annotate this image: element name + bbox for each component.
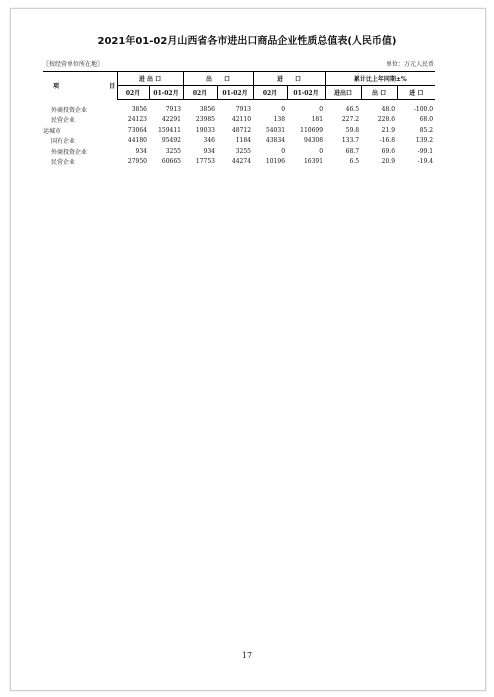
table-cell: 46.5 [345,105,360,113]
table-cell: 133.7 [341,137,360,145]
table-cell: 934 [203,147,215,155]
table-cell: 44274 [231,158,252,166]
row-label: 民营企业 [51,159,76,167]
table-cell: 44180 [127,137,147,145]
page-title: 2021年01-02月山西省各市进出口商品企业性质总值表(人民币值) [97,36,397,47]
table-cell: 27950 [127,158,147,166]
row-label: 国有企业 [51,138,76,146]
sub-header: 01-02月 [287,86,325,100]
table-cell: 3856 [131,105,147,113]
table-cell: 7913 [165,105,181,113]
table-cell: 24123 [127,116,147,124]
group-header-yoy: 累计比上年同期±% [325,72,435,86]
table-cell: 48712 [231,126,252,134]
table-cell: 68.7 [345,147,360,155]
sub-header: 进 口 [397,86,435,100]
table-cell: 42291 [161,116,181,124]
row-label: 运城市 [43,127,62,135]
table-row [43,146,435,157]
sub-header: 02月 [117,86,149,100]
page-number: 17 [241,651,253,660]
table-cell: 934 [135,147,147,155]
table-cell: 138 [273,116,286,124]
table-cell: 346 [203,137,215,145]
table-cell: 228.6 [377,116,396,124]
table-cell: -100.0 [413,105,434,113]
table-cell: 59.8 [345,126,360,134]
sub-header: 进出口 [325,86,361,100]
table-cell: 10196 [265,158,286,166]
table-cell: 0 [319,147,324,155]
header-row-groups [43,72,435,86]
table-cell: 139.2 [415,137,434,145]
table-cell: 6.5 [349,158,360,166]
item-header [43,72,117,100]
table-cell: 69.6 [381,147,396,155]
table-cell: 17753 [195,158,215,166]
table-cell: 73064 [127,126,147,134]
table-cell: 0 [281,105,286,113]
table-cell: 0 [281,147,286,155]
table-cell: 20.9 [381,158,396,166]
table-row [43,136,435,147]
item-header-char2: 目 [109,83,116,91]
group-header-import: 进 口 [253,72,325,86]
item-header-char1: 项 [53,83,60,91]
table-cell: 42110 [231,116,252,124]
table-cell: 19033 [195,126,215,134]
table-cell: -16.8 [379,137,396,145]
group-header-export: 出 口 [183,72,253,86]
table-cell: 227.2 [341,116,360,124]
table-cell: 110699 [300,126,324,134]
table-cell: 85.2 [419,126,434,134]
subtitle: 〖按经营单位所在地〗 [43,61,104,68]
table-row [43,157,435,168]
table-body [43,100,435,168]
sub-header: 02月 [183,86,217,100]
table-row [43,125,435,136]
table-cell: 43834 [265,137,286,145]
table-cell: 48.0 [381,105,396,113]
table-row [43,115,435,126]
table-cell: 68.0 [419,116,434,124]
table-cell: 7913 [235,105,252,113]
table-row [43,104,435,115]
table-cell: 94308 [303,137,324,145]
sub-header: 01-02月 [149,86,183,100]
row-label: 外商投资企业 [51,106,88,114]
table-cell: 0 [319,105,324,113]
table-cell: -19.4 [417,158,434,166]
table-cell: 3856 [199,105,215,113]
table-cell: 60665 [161,158,181,166]
table-cell: 3255 [235,147,252,155]
table-cell: 21.9 [381,126,396,134]
table-cell: 23985 [195,116,215,124]
row-label: 外商投资企业 [51,148,88,156]
table-cell: -99.1 [417,147,434,155]
table-cell: 159411 [158,126,181,134]
sub-header: 出 口 [361,86,397,100]
table-cell: 1184 [235,137,252,145]
table-cell: 16391 [303,158,324,166]
unit-label: 单位：万元人民币 [385,61,434,68]
row-label: 民营企业 [51,117,76,125]
sub-header: 02月 [253,86,287,100]
group-header-total: 进 出 口 [117,72,183,86]
table-cell: 54031 [265,126,286,134]
table-cell: 181 [311,116,324,124]
data-table [43,71,435,167]
table-cell: 95492 [161,137,181,145]
table-cell: 3255 [165,147,181,155]
sub-header: 01-02月 [217,86,253,100]
